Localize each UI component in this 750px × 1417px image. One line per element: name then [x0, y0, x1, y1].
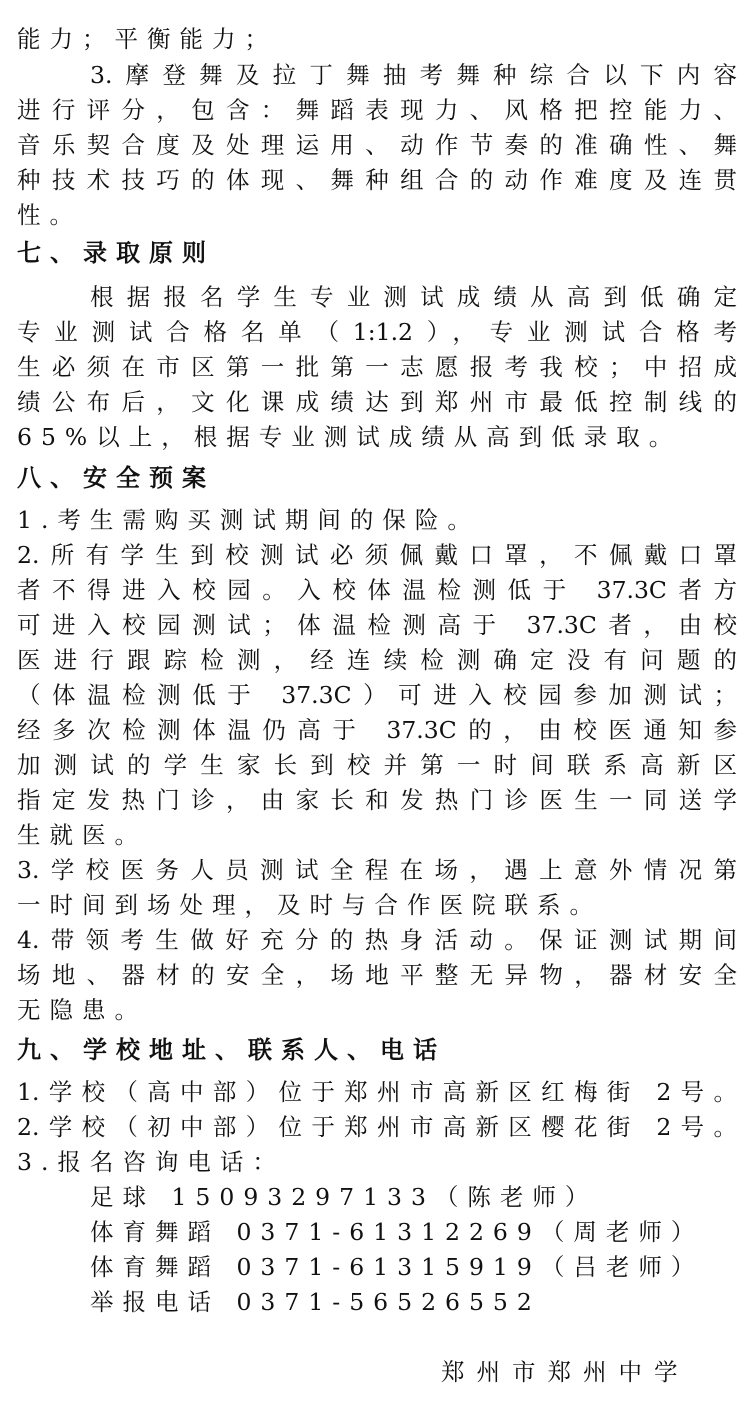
paragraph-line: 4.带领考生做好充分的热身活动。保证测试期间 — [17, 926, 737, 954]
paragraph-line: 医进行跟踪检测，经连续检测确定没有问题的 — [17, 646, 737, 674]
paragraph-line: 场地、器材的安全，场地平整无异物，器材安全 — [17, 961, 737, 989]
paragraph-line: 种技术技巧的体现、舞种组合的动作难度及连贯 — [17, 166, 737, 194]
paragraph-line: 1.考生需购买测试期间的保险。 — [17, 506, 480, 534]
contact-line: 足球 15093297133（陈老师） — [90, 1183, 598, 1211]
paragraph-line: 3.摩登舞及拉丁舞抽考舞种综合以下内容 — [90, 61, 737, 89]
section-heading-address-contacts: 九、学校地址、联系人、电话 — [17, 1036, 446, 1064]
paragraph-line: 能力；平衡能力； — [17, 25, 277, 53]
paragraph-line: 根据报名学生专业测试成绩从高到低确定 — [90, 283, 737, 311]
paragraph-line: 指定发热门诊，由家长和发热门诊医生一同送学 — [17, 786, 737, 814]
paragraph-line: 绩公布后，文化课成绩达到郑州市最低控制线的 — [17, 388, 737, 416]
paragraph-line: 进行评分，包含：舞蹈表现力、风格把控能力、 — [17, 96, 737, 124]
paragraph-line: （体温检测低于 37.3C）可进入校园参加测试； — [17, 681, 737, 709]
paragraph-line: 经多次检测体温仍高于 37.3C的，由校医通知参 — [17, 716, 737, 744]
paragraph-line: 3.学校医务人员测试全程在场，遇上意外情况第 — [17, 856, 737, 884]
paragraph-line: 2.所有学生到校测试必须佩戴口罩，不佩戴口罩 — [17, 541, 737, 569]
paragraph-line: 2.学校（初中部）位于郑州市高新区樱花街 2号。 — [17, 1113, 737, 1141]
paragraph-line: 音乐契合度及处理运用、动作节奏的准确性、舞 — [17, 131, 737, 159]
contact-line: 体育舞蹈 0371-61312269（周老师） — [90, 1218, 704, 1246]
paragraph-line: 加测试的学生家长到校并第一时间联系高新区 — [17, 751, 737, 779]
signature: 郑州市郑州中学 — [441, 1358, 690, 1386]
paragraph-line: 65%以上，根据专业测试成绩从高到低录取。 — [17, 423, 682, 451]
paragraph-line: 3.报名咨询电话： — [17, 1148, 285, 1176]
paragraph-line: 生就医。 — [17, 821, 147, 849]
paragraph-line: 专业测试合格名单（1:1.2），专业测试合格考 — [17, 318, 737, 346]
contact-line: 举报电话 0371-56526552 — [90, 1288, 541, 1316]
contact-line: 体育舞蹈 0371-61315919（吕老师） — [90, 1253, 704, 1281]
section-heading-admission-principle: 七、录取原则 — [17, 239, 215, 267]
section-heading-safety-plan: 八、安全预案 — [17, 464, 215, 492]
paragraph-line: 可进入校园测试；体温检测高于 37.3C者，由校 — [17, 611, 737, 639]
paragraph-line: 一时间到场处理，及时与合作医院联系。 — [17, 891, 602, 919]
paragraph-line: 性。 — [17, 201, 82, 229]
paragraph-line: 生必须在市区第一批第一志愿报考我校；中招成 — [17, 353, 737, 381]
paragraph-line: 者不得进入校园。入校体温检测低于 37.3C者方 — [17, 576, 737, 604]
paragraph-line: 1.学校（高中部）位于郑州市高新区红梅街 2号。 — [17, 1078, 737, 1106]
paragraph-line: 无隐患。 — [17, 996, 147, 1024]
